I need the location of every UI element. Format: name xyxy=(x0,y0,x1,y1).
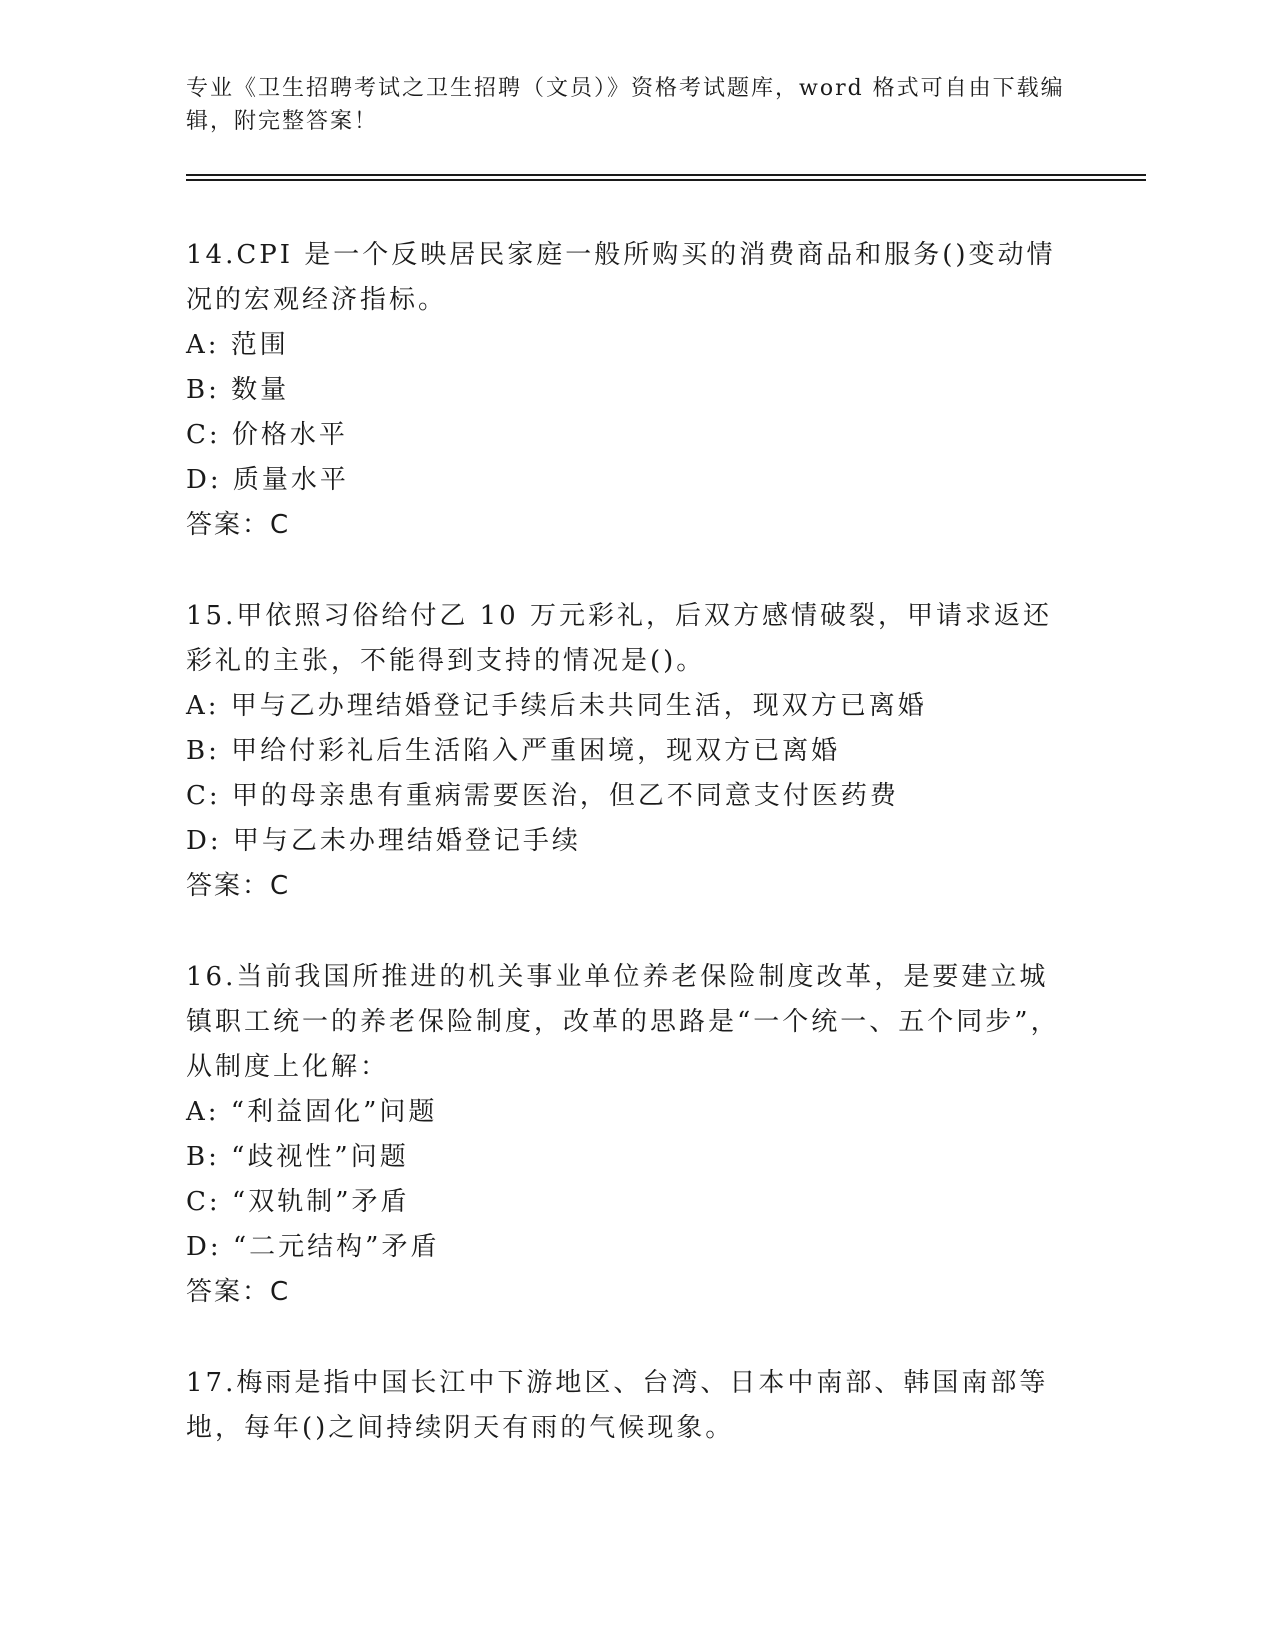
question-15 xyxy=(186,594,1066,909)
question-14 xyxy=(186,233,1066,548)
option-c: C: “双轨制”矛盾 xyxy=(186,1187,410,1217)
option-c: C: 甲的母亲患有重病需要医治，但乙不同意支付医药费 xyxy=(186,781,899,811)
option-a: A: 甲与乙办理结婚登记手续后未共同生活，现双方已离婚 xyxy=(186,691,927,721)
option-c: C: 价格水平 xyxy=(186,420,348,450)
header-divider-line xyxy=(186,174,1146,176)
question-stem: 15.甲依照习俗给付乙 10 万元彩礼，后双方感情破裂，甲请求返还彩礼的主张，不能得到支持的情况是()。 xyxy=(186,601,1052,676)
option-b: B: “歧视性”问题 xyxy=(186,1142,409,1172)
option-d: D: “二元结构”矛盾 xyxy=(186,1232,440,1262)
answer: 答案：C xyxy=(186,1277,291,1307)
header-divider-line-second xyxy=(186,179,1146,181)
question-stem: 17.梅雨是指中国长江中下游地区、台湾、日本中南部、韩国南部等地，每年()之间持续阴天有雨的气候现象。 xyxy=(186,1368,1049,1443)
option-d: D: 质量水平 xyxy=(186,465,349,495)
question-stem: 14.CPI 是一个反映居民家庭一般所购买的消费商品和服务()变动情况的宏观经济指标。 xyxy=(186,240,1056,315)
answer: 答案：C xyxy=(186,871,291,901)
document-header: 专业《卫生招聘考试之卫生招聘（文员）》资格考试题库，word 格式可自由下载编辑，附完整答案！ xyxy=(186,76,1065,134)
question-17 xyxy=(186,1361,1066,1451)
question-stem: 16.当前我国所推进的机关事业单位养老保险制度改革，是要建立城镇职工统一的养老保险制度，改革的思路是“一个统一、五个同步”，从制度上化解： xyxy=(186,962,1060,1082)
answer: 答案：C xyxy=(186,510,291,540)
option-a: A: “利益固化”问题 xyxy=(186,1097,438,1127)
question-16 xyxy=(186,955,1066,1315)
option-d: D: 甲与乙未办理结婚登记手续 xyxy=(186,826,581,856)
option-b: B: 数量 xyxy=(186,375,290,405)
option-a: A: 范围 xyxy=(186,330,289,360)
option-b: B: 甲给付彩礼后生活陷入严重困境，现双方已离婚 xyxy=(186,736,841,766)
